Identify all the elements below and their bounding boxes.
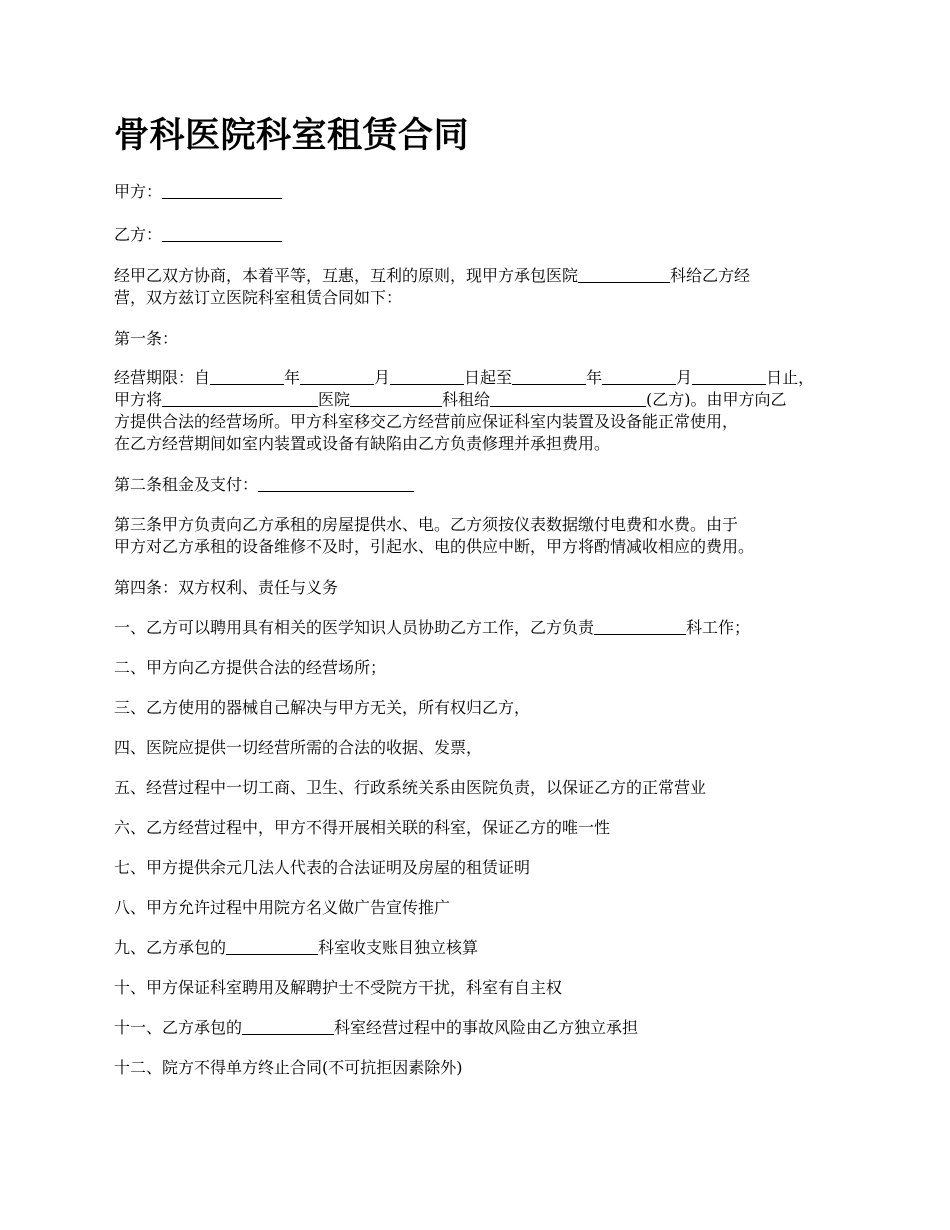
month-label-2: 月 (676, 368, 693, 387)
party-a-line (114, 181, 282, 202)
start-year-blank (210, 368, 284, 385)
end-day-blank (692, 368, 766, 385)
article3-line-2: 甲方对乙方承租的设备维修不及时，引起水、电的供应中断，甲方将酌情减收相应的费用。 (114, 537, 755, 556)
party-b-suffix: (乙方)。由甲方向乙 (646, 390, 787, 409)
item11-dept-blank (242, 1018, 334, 1035)
item1-dept-blank (594, 618, 686, 635)
item-5: 五、经营过程中一切工商、卫生、行政系统关系由医院负责，以保证乙方的正常营业 (114, 778, 707, 797)
year-label-2: 年 (586, 368, 603, 387)
item-4: 四、医院应提供一切经营所需的合法的收据、发票， (114, 738, 483, 757)
lessor-hospital-blank (162, 390, 318, 407)
item-2: 二、甲方向乙方提供合法的经营场所； (114, 658, 387, 677)
item1-text: 一、乙方可以聘用具有相关的医学知识人员协助乙方工作，乙方负责 (114, 618, 595, 637)
year-label: 年 (284, 368, 301, 387)
article2-text: 第二条租金及支付： (114, 475, 259, 494)
term-prefix: 经营期限：自 (114, 368, 211, 387)
intro-text-1: 经甲乙双方协商，本着平等，互惠，互利的原则，现甲方承包医院 (114, 266, 579, 285)
term-line-4: 在乙方经营期间如室内装置或设备有缺陷由乙方负责修理并承担费用。 (114, 434, 611, 453)
item-8: 八、甲方允许过程中用院方名义做广告宣传推广 (114, 898, 451, 917)
item-3: 三、乙方使用的器械自己解决与甲方无关，所有权归乙方， (114, 698, 531, 717)
item1-suffix: 科工作； (686, 618, 751, 637)
intro-line-1 (114, 265, 750, 286)
rent-blank (258, 475, 414, 492)
item-11 (114, 1017, 638, 1038)
party-a-blank (162, 182, 282, 199)
party-b-blank (162, 225, 282, 242)
month-label: 月 (374, 368, 391, 387)
item11-suffix: 科室经营过程中的事故风险由乙方独立承担 (334, 1018, 639, 1037)
end-month-blank (602, 368, 676, 385)
term-line-3: 方提供合法的经营场所。甲方科室移交乙方经营前应保证科室内装置及设备能正常使用， (114, 412, 739, 431)
term2-prefix: 甲方将 (114, 390, 163, 409)
dept-lease-label: 科租给 (442, 390, 491, 409)
party-a-label: 甲方： (114, 182, 163, 201)
start-day-blank (390, 368, 464, 385)
item-10: 十、甲方保证科室聘用及解聘护士不受院方干扰，科室有自主权 (114, 978, 563, 997)
intro-text-2: 科给乙方经 (670, 266, 751, 285)
lessee-blank (490, 390, 646, 407)
lease-dept-blank (350, 390, 442, 407)
item-12: 十二、院方不得单方终止合同(不可抗拒因素除外) (114, 1058, 463, 1077)
item-7: 七、甲方提供余元几法人代表的合法证明及房屋的租赁证明 (114, 858, 531, 877)
term-line-1 (114, 367, 814, 388)
item9-dept-blank (226, 938, 318, 955)
intro-line-2: 营，双方兹订立医院科室租赁合同如下： (114, 288, 403, 307)
article4-heading: 第四条：双方权利、责任与义务 (114, 578, 339, 597)
day-from-label: 日起至 (464, 368, 513, 387)
article1-heading: 第一条： (114, 329, 179, 348)
term-line-2 (114, 389, 787, 410)
start-month-blank (300, 368, 374, 385)
hospital-label: 医院 (318, 390, 351, 409)
item11-text: 十一、乙方承包的 (114, 1018, 243, 1037)
article2-line (114, 474, 414, 495)
item-9 (114, 937, 478, 958)
item-6: 六、乙方经营过程中，甲方不得开展相关联的科室，保证乙方的唯一性 (114, 818, 611, 837)
party-b-line (114, 224, 282, 245)
party-b-label: 乙方： (114, 225, 163, 244)
article3-line-1: 第三条甲方负责向乙方承租的房屋提供水、电。乙方须按仪表数据缴付电费和水费。由于 (114, 515, 739, 534)
item9-text: 九、乙方承包的 (114, 938, 227, 957)
end-year-blank (512, 368, 586, 385)
day-to-label: 日止， (766, 368, 815, 387)
hospital-dept-blank (578, 266, 670, 283)
item-1 (114, 617, 750, 638)
item9-suffix: 科室收支账目独立核算 (318, 938, 479, 957)
document-title: 骨科医院科室租赁合同 (114, 116, 470, 156)
